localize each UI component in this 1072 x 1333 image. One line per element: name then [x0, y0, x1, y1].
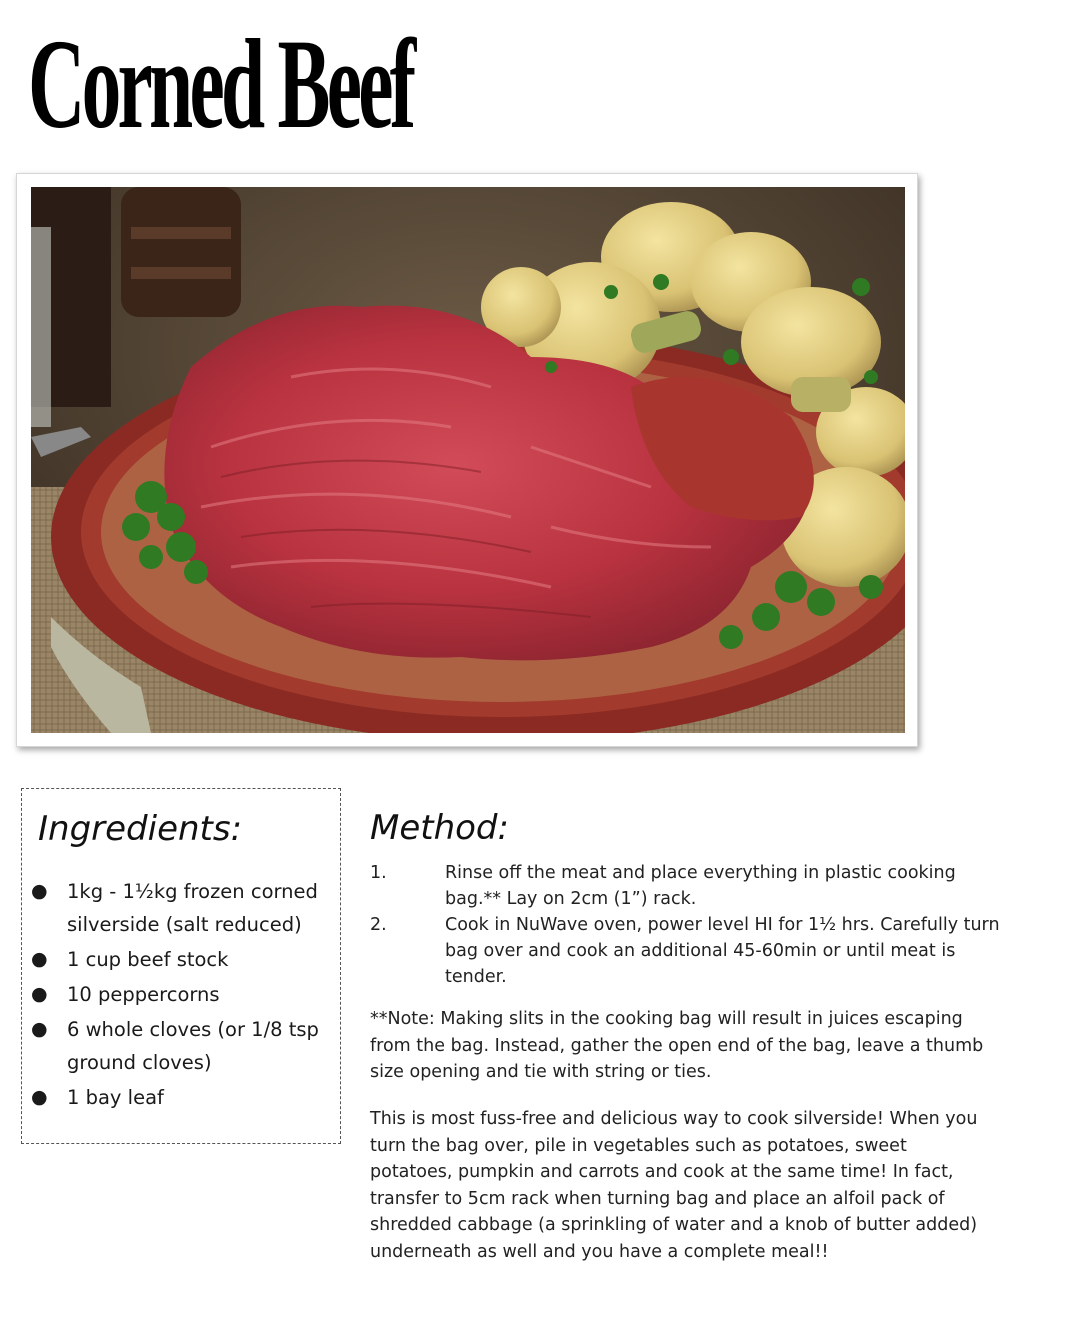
method-heading: Method:	[370, 808, 509, 848]
page-title: Corned Beef	[28, 13, 413, 155]
method-note: **Note: Making slits in the cooking bag will result in juices escaping from the bag. Instead, gather the open end of the bag, leave a thumb size opening and tie with string or ties.	[370, 1009, 984, 1082]
photo-frame	[16, 173, 918, 747]
ingredients-list	[22, 875, 340, 1116]
bullet-icon: ●	[31, 983, 48, 1005]
list-item: ● 10 peppercorns	[22, 978, 340, 1011]
method-step	[370, 860, 1010, 912]
list-item: ● 1 bay leaf	[22, 1081, 340, 1114]
bullet-icon: ●	[31, 1018, 48, 1040]
ingredients-box	[21, 788, 341, 1144]
bullet-icon: ●	[31, 880, 48, 902]
step-text: Rinse off the meat and place everything in plastic cooking bag.** Lay on 2cm (1”) rack.	[445, 863, 956, 909]
corned-beef-photo	[31, 187, 905, 733]
method-extra-paragraph: This is most fuss-free and delicious way to cook silverside! When you turn the bag over, pile in vegetables such as potatoes, sweet potatoes, pumpkin and carrots and cook at the same time! In fact, transfer to 5cm rack when turning bag and place an alfoil pack of shredded cabbage (a sprinkling of water and a knob of butter added) underneath as well and you have a complete meal!!	[370, 1109, 978, 1262]
list-item: ● 6 whole cloves (or 1/8 tsp ground cloves)	[22, 1013, 340, 1079]
ingredients-heading: Ingredients:	[38, 809, 243, 849]
list-item: ● 1 cup beef stock	[22, 943, 340, 976]
method-step	[370, 912, 1010, 990]
method-steps	[370, 860, 1010, 990]
step-number: 2.	[370, 915, 387, 935]
step-text: Cook in NuWave oven, power level HI for 1½ hrs. Carefully turn bag over and cook an additional 45-60min or until meat is tender.	[445, 915, 1000, 987]
list-item: ● 1kg - 1½kg frozen corned silverside (salt reduced)	[22, 875, 340, 941]
step-number: 1.	[370, 863, 387, 883]
bullet-icon: ●	[31, 948, 48, 970]
bullet-icon: ●	[31, 1086, 48, 1108]
